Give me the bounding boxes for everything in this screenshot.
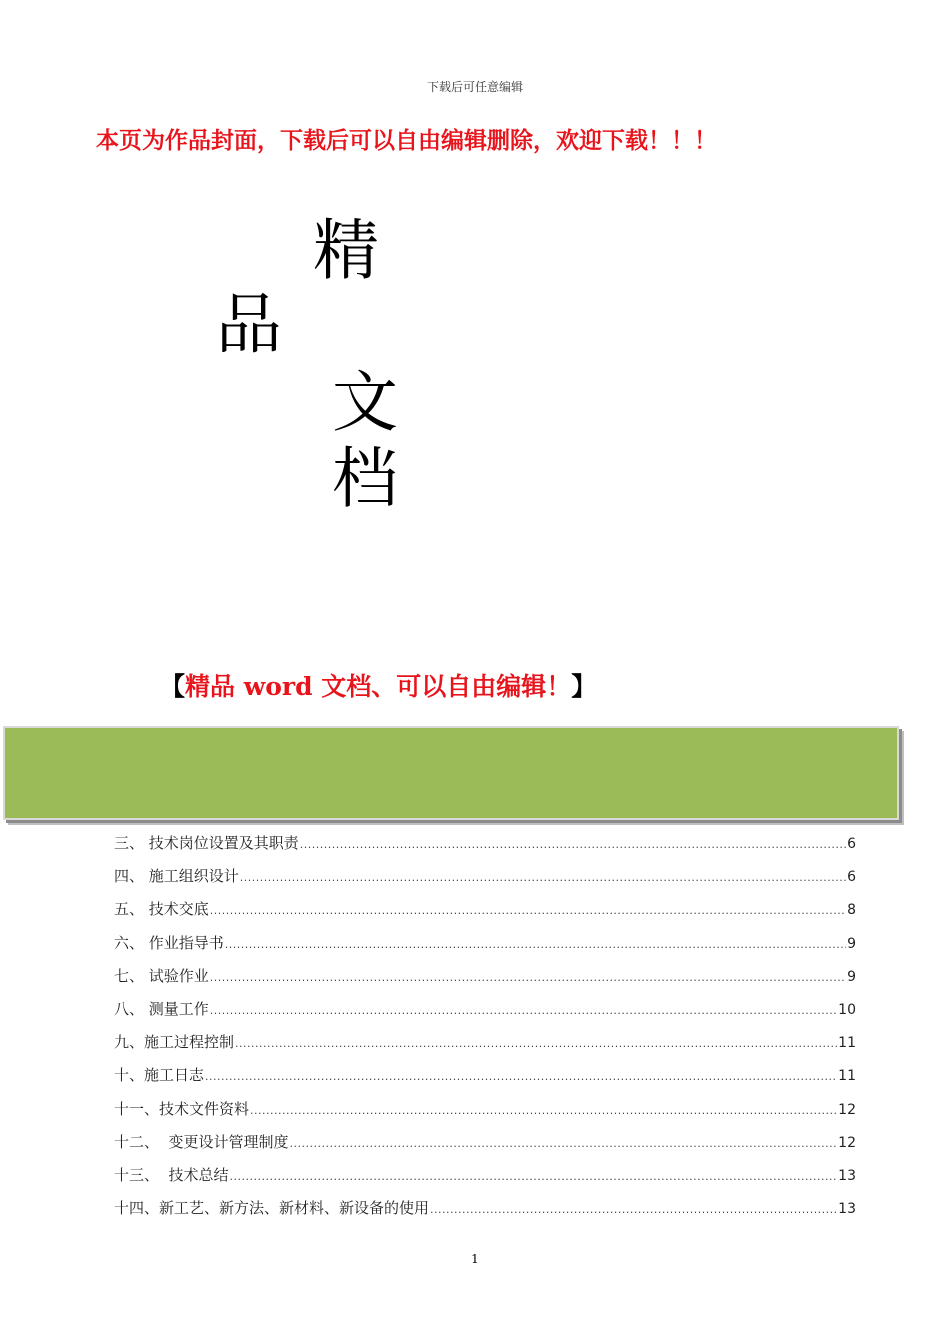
toc-entry[interactable] xyxy=(114,1131,856,1164)
toc-entry[interactable] xyxy=(114,1164,856,1197)
toc-entry[interactable] xyxy=(114,1098,856,1131)
page-number: 1 xyxy=(471,1252,479,1266)
toc-leader-dots xyxy=(240,871,846,884)
toc-leader-dots xyxy=(430,1203,837,1216)
toc-entry-label: 七、 试验作业 xyxy=(114,966,209,985)
toc-entry-page: 12 xyxy=(838,1134,856,1151)
toc-entry-label: 四、 施工组织设计 xyxy=(114,867,239,886)
toc-entry[interactable] xyxy=(114,1197,856,1230)
toc-leader-dots xyxy=(235,1037,837,1050)
toc-entry-page: 12 xyxy=(838,1101,856,1118)
green-banner-box xyxy=(3,726,899,820)
toc-entry-label: 十二、 变更设计管理制度 xyxy=(114,1132,289,1151)
toc-leader-dots xyxy=(300,838,846,851)
subtitle-open-bracket: 【 xyxy=(160,672,186,701)
toc-entry-label: 十、施工日志 xyxy=(114,1066,205,1085)
subtitle xyxy=(160,667,800,703)
toc-entry-label: 三、 技术岗位设置及其职责 xyxy=(114,834,299,852)
header-note: 下载后可任意编辑 xyxy=(426,80,523,94)
cover-banner: 本页为作品封面，下载后可以自由编辑删除，欢迎下载！！！ xyxy=(96,127,717,154)
toc-entry-label: 十一、技术文件资料 xyxy=(114,1099,250,1118)
toc-entry-page: 11 xyxy=(838,1068,856,1085)
toc-entry[interactable] xyxy=(114,865,856,898)
toc-entry-label: 十四、新工艺、新方法、新材料、新设备的使用 xyxy=(114,1199,430,1218)
subtitle-close-bracket: 】 xyxy=(571,672,597,701)
toc-entry-label: 六、 作业指导书 xyxy=(114,933,224,952)
toc-entry[interactable] xyxy=(114,998,856,1031)
toc-entry[interactable] xyxy=(114,1064,856,1097)
toc-entry[interactable] xyxy=(114,965,856,998)
toc-entry-page: 9 xyxy=(847,935,856,952)
toc-entry-page: 10 xyxy=(838,1001,856,1018)
toc-entry[interactable] xyxy=(114,932,856,965)
toc-entry-label: 八、 测量工作 xyxy=(114,999,209,1018)
toc-entry[interactable] xyxy=(114,1031,856,1064)
toc-leader-dots xyxy=(250,1104,837,1117)
toc-entry-page: 8 xyxy=(847,902,856,919)
toc-entry-page: 6 xyxy=(847,869,856,886)
toc-leader-dots xyxy=(210,904,846,917)
table-of-contents xyxy=(114,832,856,1230)
toc-entry[interactable] xyxy=(114,832,856,865)
toc-leader-dots xyxy=(205,1070,837,1083)
toc-entry-label: 九、施工过程控制 xyxy=(114,1033,235,1052)
toc-leader-dots xyxy=(230,1170,838,1183)
toc-entry-page: 13 xyxy=(838,1201,856,1218)
toc-entry-label: 五、 技术交底 xyxy=(114,900,209,919)
toc-entry[interactable] xyxy=(114,898,856,931)
subtitle-text: 精品 word 文档、可以自由编辑！ xyxy=(185,672,572,701)
toc-entry-page: 13 xyxy=(838,1167,856,1184)
toc-entry-page: 11 xyxy=(838,1035,856,1052)
title-char-1: 精 xyxy=(313,212,379,289)
toc-leader-dots xyxy=(225,938,846,951)
title-char-2: 品 xyxy=(216,286,282,363)
toc-entry-page: 9 xyxy=(847,968,856,985)
toc-leader-dots xyxy=(290,1137,838,1150)
toc-entry-page: 6 xyxy=(847,836,856,852)
toc-leader-dots xyxy=(210,1004,837,1017)
toc-entry-label: 十三、 技术总结 xyxy=(114,1165,229,1184)
toc-leader-dots xyxy=(210,971,846,984)
title-char-3: 文 xyxy=(332,364,398,441)
title-char-4: 档 xyxy=(332,440,398,517)
